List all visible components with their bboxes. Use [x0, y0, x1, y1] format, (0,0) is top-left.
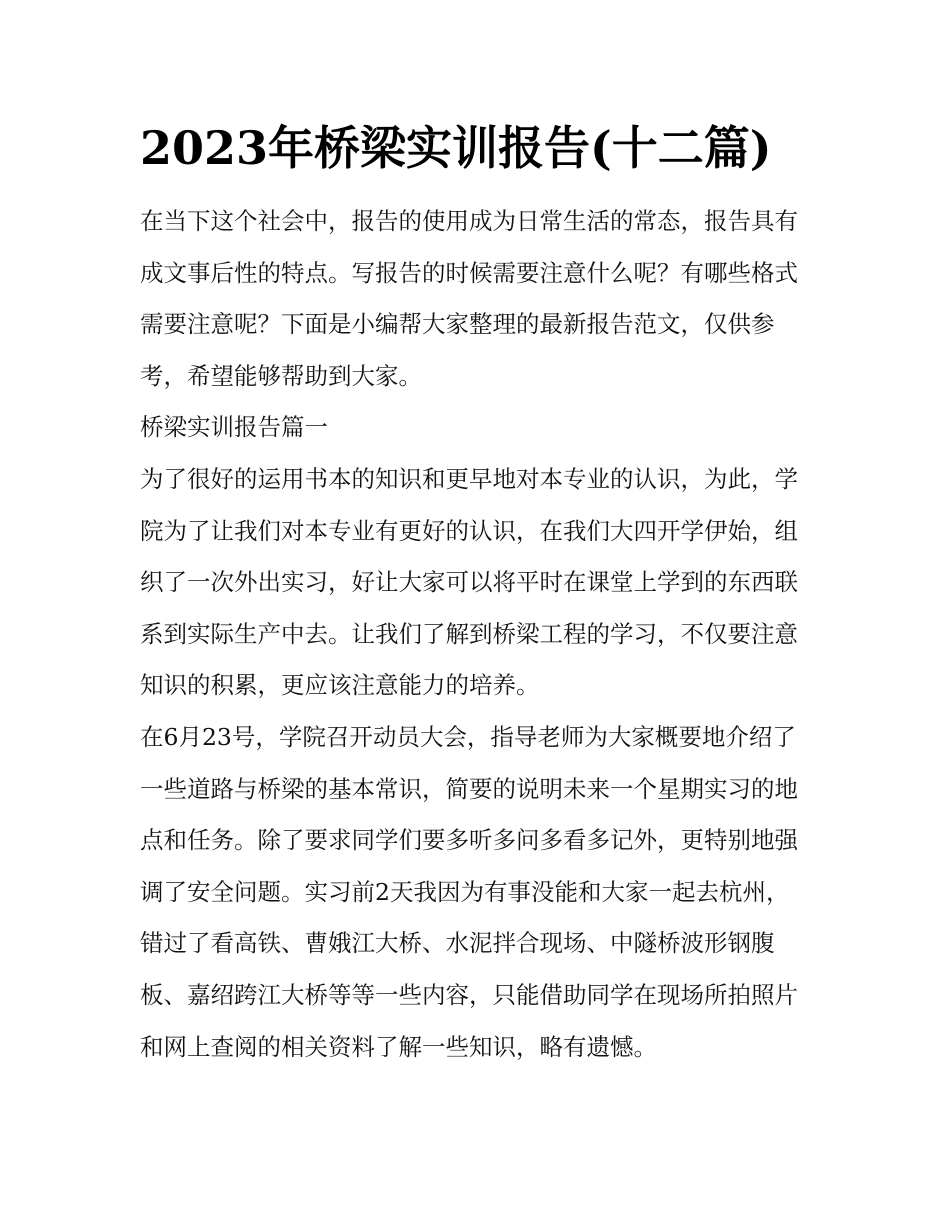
- body-paragraph: 在6月23号，学院召开动员大会，指导老师为大家概要地介绍了一些道路与桥梁的基本常识，简要的说明未来一个星期实习的地点和任务。除了要求同学们要多听多问多看多记外，更特别地强调了安全问题。实习前2天我因为有事没能和大家一起去杭州，错过了看高铁、曹娥江大桥、水泥拌合现场、中隧桥波形钢腹板、嘉绍跨江大桥等等一些内容，只能借助同学在现场所拍照片和网上查阅的相关资料了解一些知识，略有遗憾。: [140, 722, 798, 1061]
- document-body: [140, 196, 810, 1073]
- section-heading: 桥梁实训报告篇一: [140, 413, 328, 442]
- body-paragraph: 为了很好的运用书本的知识和更早地对本专业的认识，为此，学院为了让我们对本专业有更好的认识，在我们大四开学伊始，组织了一次外出实习，好让大家可以将平时在课堂上学到的东西联系到实际生产中去。让我们了解到桥梁工程的学习，不仅要注意知识的积累，更应该注意能力的培养。: [140, 464, 798, 700]
- intro-paragraph: 在当下这个社会中，报告的使用成为日常生活的常态，报告具有成文事后性的特点。写报告的时候需要注意什么呢？有哪些格式需要注意呢？下面是小编帮大家整理的最新报告范文，仅供参考，希望能够帮助到大家。: [140, 207, 798, 390]
- document-title: 2023年桥梁实训报告(十二篇): [140, 121, 772, 175]
